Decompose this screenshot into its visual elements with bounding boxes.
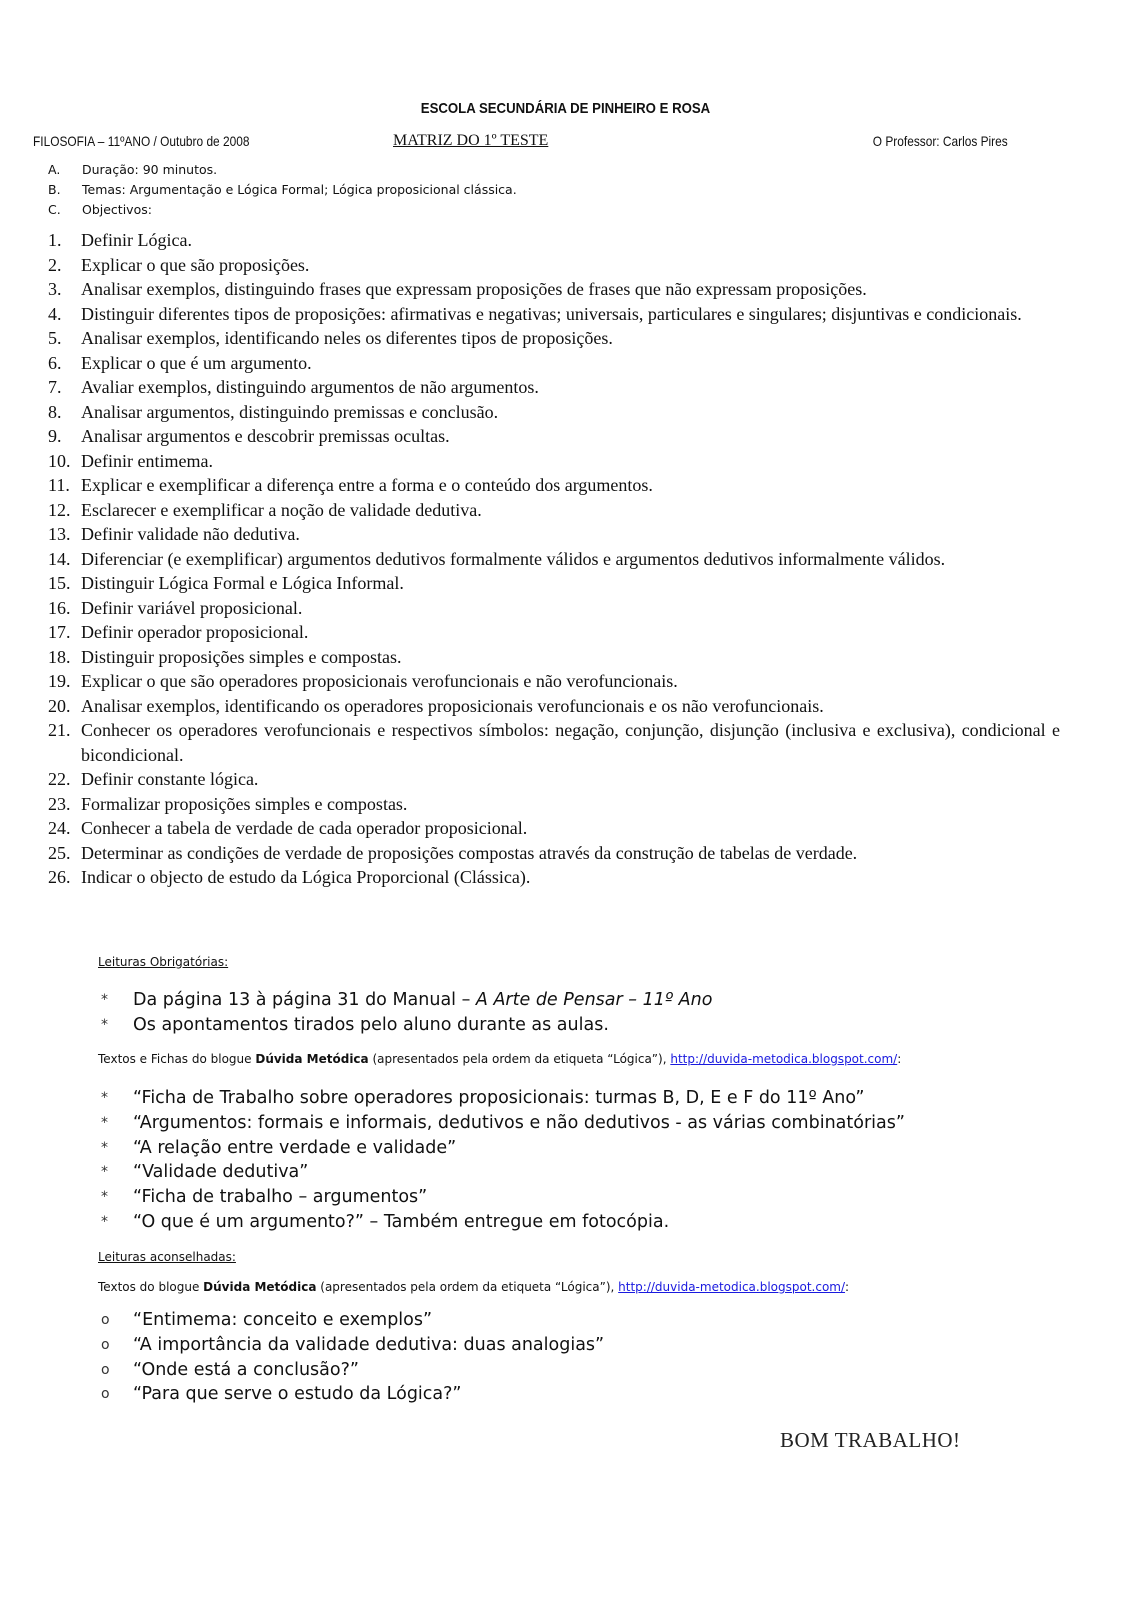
item-text: Conhecer os operadores verofuncionais e respectivos símbolos: negação, conjunção, disjunção (inclusiva e exclusiva), condicional e bicondicional. bbox=[81, 720, 1060, 765]
meta-text: Duração: 90 minutos. bbox=[82, 162, 218, 177]
blog-link[interactable]: http://duvida-metodica.blogspot.com/ bbox=[670, 1052, 898, 1066]
list-item bbox=[98, 1333, 604, 1358]
list-item bbox=[98, 1136, 905, 1161]
item-text: Definir operador proposicional. bbox=[81, 622, 309, 642]
item-text: Avaliar exemplos, distinguindo argumentos de não argumentos. bbox=[81, 377, 539, 397]
objectives-list bbox=[48, 228, 1060, 890]
item-text: “Validade dedutiva” bbox=[133, 1162, 309, 1183]
closing-message: BOM TRABALHO! bbox=[780, 1428, 961, 1452]
item-number: 9. bbox=[48, 426, 62, 446]
objective-item bbox=[48, 571, 1060, 596]
objective-item bbox=[48, 669, 1060, 694]
item-text: Analisar exemplos, identificando os operadores proposicionais verofuncionais e os não verofuncionais. bbox=[81, 695, 824, 716]
item-number: 22. bbox=[48, 769, 71, 789]
note-end: : bbox=[845, 1280, 850, 1294]
recommended-readings-list bbox=[98, 1308, 604, 1407]
item-text: Definir variável proposicional. bbox=[81, 597, 303, 618]
item-text: “Argumentos: formais e informais, dedutivos e não dedutivos - as várias combinatórias” bbox=[133, 1112, 905, 1133]
item-text: Formalizar proposições simples e compostas. bbox=[81, 793, 408, 814]
item-text: “Ficha de Trabalho sobre operadores proposicionais: turmas B, D, E e F do 11º Ano” bbox=[133, 1088, 865, 1108]
item-text: Distinguir proposições simples e compostas. bbox=[81, 646, 402, 667]
item-text: “Entimema: conceito e exemplos” bbox=[133, 1310, 433, 1330]
list-item bbox=[98, 1185, 905, 1210]
circle-bullet-icon: o bbox=[101, 1336, 110, 1353]
item-text: Analisar exemplos, identificando neles os diferentes tipos de proposições. bbox=[81, 328, 613, 348]
objective-item bbox=[48, 694, 1060, 719]
item-number: 2. bbox=[48, 254, 62, 275]
blog-name: Dúvida Metódica bbox=[203, 1280, 317, 1294]
item-text: Definir validade não dedutiva. bbox=[81, 524, 300, 544]
item-text: Definir entimema. bbox=[81, 450, 213, 471]
list-item bbox=[98, 1382, 604, 1407]
objective-item bbox=[48, 841, 1060, 866]
objective-item bbox=[48, 400, 1060, 425]
objective-item bbox=[48, 326, 1060, 351]
circle-bullet-icon: o bbox=[101, 1386, 110, 1403]
item-text: Analisar argumentos e descobrir premissas ocultas. bbox=[81, 426, 450, 446]
teacher-name: O Professor: Carlos Pires bbox=[873, 133, 1008, 149]
objective-item bbox=[48, 522, 1060, 547]
recommended-blog-note bbox=[98, 1280, 849, 1294]
asterisk-bullet-icon: * bbox=[101, 1213, 108, 1230]
item-text: “Para que serve o estudo da Lógica?” bbox=[133, 1384, 462, 1405]
item-text: “Onde está a conclusão?” bbox=[133, 1359, 359, 1380]
note-suffix: (apresentados pela ordem da etiqueta “Lógica”), bbox=[316, 1280, 619, 1294]
item-text: Esclarecer e exemplificar a noção de validade dedutiva. bbox=[81, 499, 482, 520]
asterisk-bullet-icon: * bbox=[101, 1164, 108, 1181]
item-number: 26. bbox=[48, 867, 71, 887]
item-number: 25. bbox=[48, 842, 71, 863]
asterisk-bullet-icon: * bbox=[101, 1139, 108, 1156]
objective-item bbox=[48, 228, 1060, 253]
item-text: Explicar o que são proposições. bbox=[81, 254, 310, 275]
asterisk-bullet-icon: * bbox=[101, 1114, 108, 1131]
item-text: “A importância da validade dedutiva: duas analogias” bbox=[133, 1334, 605, 1355]
objective-item bbox=[48, 645, 1060, 670]
item-number: 4. bbox=[48, 303, 62, 324]
item-text: Definir Lógica. bbox=[81, 230, 192, 250]
item-text: Analisar exemplos, distinguindo frases que expressam proposições de frases que não expressam proposições. bbox=[81, 279, 867, 299]
item-text: Definir constante lógica. bbox=[81, 769, 259, 789]
item-text: Determinar as condições de verdade de proposições compostas através da construção de tabelas de verdade. bbox=[81, 842, 858, 863]
mandatory-readings-title: Leituras Obrigatórias: bbox=[98, 955, 229, 969]
objective-item bbox=[48, 253, 1060, 278]
item-text: Os apontamentos tirados pelo aluno durante as aulas. bbox=[133, 1014, 609, 1035]
asterisk-bullet-icon: * bbox=[101, 992, 108, 1008]
item-text: Conhecer a tabela de verdade de cada operador proposicional. bbox=[81, 818, 528, 838]
item-number: 1. bbox=[48, 230, 62, 250]
meta-themes bbox=[48, 180, 517, 200]
item-number: 7. bbox=[48, 377, 62, 397]
objective-item bbox=[48, 816, 1060, 841]
item-text: Diferenciar (e exemplificar) argumentos dedutivos formalmente válidos e argumentos dedutivos informalmente válidos. bbox=[81, 548, 946, 569]
blog-readings-list bbox=[98, 1086, 905, 1235]
blog-note bbox=[98, 1052, 901, 1066]
objective-item bbox=[48, 865, 1060, 890]
item-number: 6. bbox=[48, 352, 62, 373]
circle-bullet-icon: o bbox=[101, 1361, 110, 1378]
item-number: 24. bbox=[48, 818, 71, 838]
objective-item bbox=[48, 351, 1060, 376]
objective-item bbox=[48, 449, 1060, 474]
objective-item bbox=[48, 596, 1060, 621]
item-text: “A relação entre verdade e validade” bbox=[133, 1137, 457, 1158]
meta-letter: A. bbox=[48, 162, 61, 177]
list-item bbox=[98, 1210, 905, 1235]
item-text: “O que é um argumento?” – Também entregue em fotocópia. bbox=[133, 1211, 670, 1232]
item-number: 10. bbox=[48, 450, 71, 471]
list-item bbox=[98, 1086, 905, 1111]
objective-item bbox=[48, 498, 1060, 523]
item-text: Explicar e exemplificar a diferença entre a forma e o conteúdo dos argumentos. bbox=[81, 475, 653, 495]
objective-item bbox=[48, 718, 1060, 767]
item-number: 23. bbox=[48, 793, 71, 814]
item-number: 15. bbox=[48, 573, 71, 593]
school-name: ESCOLA SECUNDÁRIA DE PINHEIRO E ROSA bbox=[420, 100, 711, 117]
list-item bbox=[98, 988, 712, 1013]
mandatory-readings-list bbox=[98, 988, 712, 1038]
item-number: 19. bbox=[48, 671, 71, 691]
item-number: 16. bbox=[48, 597, 71, 618]
meta-text: Objectivos: bbox=[82, 202, 152, 217]
meta-text: Temas: Argumentação e Lógica Formal; Lógica proposicional clássica. bbox=[82, 182, 517, 197]
meta-letter: C. bbox=[48, 202, 61, 217]
objective-item bbox=[48, 277, 1060, 302]
item-text: Explicar o que são operadores proposicionais verofuncionais e não verofuncionais. bbox=[81, 671, 678, 691]
item-number: 11. bbox=[48, 475, 70, 495]
book-title: A Arte de Pensar – 11º Ano bbox=[475, 990, 713, 1010]
item-text: Explicar o que é um argumento. bbox=[81, 352, 312, 373]
asterisk-bullet-icon: * bbox=[101, 1016, 108, 1033]
item-text: Distinguir diferentes tipos de proposições: afirmativas e negativas; universais, particulares e singulares; disjuntivas e condicionais. bbox=[81, 303, 1022, 324]
note-suffix: (apresentados pela ordem da etiqueta “Lógica”), bbox=[368, 1052, 671, 1066]
meta-objectives bbox=[48, 200, 517, 220]
objective-item bbox=[48, 424, 1060, 449]
item-text bbox=[133, 988, 712, 1013]
asterisk-bullet-icon: * bbox=[101, 1189, 108, 1206]
item-number: 18. bbox=[48, 646, 71, 667]
item-number: 13. bbox=[48, 524, 71, 544]
circle-bullet-icon: o bbox=[101, 1312, 110, 1328]
objective-item bbox=[48, 302, 1060, 327]
note-prefix: Textos do blogue bbox=[98, 1280, 204, 1294]
asterisk-bullet-icon: * bbox=[101, 1090, 108, 1106]
meta-letter: B. bbox=[48, 182, 61, 197]
item-text: Indicar o objecto de estudo da Lógica Proporcional (Clássica). bbox=[81, 867, 531, 887]
item-number: 5. bbox=[48, 328, 62, 348]
document-title: MATRIZ DO 1º TESTE bbox=[393, 132, 549, 149]
list-item bbox=[98, 1013, 712, 1038]
objective-item bbox=[48, 767, 1060, 792]
test-meta bbox=[48, 160, 517, 220]
blog-name: Dúvida Metódica bbox=[255, 1052, 369, 1066]
item-text-plain: Da página 13 à página 31 do Manual – bbox=[133, 990, 476, 1010]
list-item bbox=[98, 1358, 604, 1383]
recommended-readings-title: Leituras aconselhadas: bbox=[98, 1250, 236, 1264]
objective-item bbox=[48, 547, 1060, 572]
objective-item bbox=[48, 473, 1060, 498]
item-number: 21. bbox=[48, 720, 71, 740]
list-item bbox=[98, 1160, 905, 1185]
meta-duration bbox=[48, 160, 517, 180]
list-item bbox=[98, 1111, 905, 1136]
item-number: 14. bbox=[48, 548, 71, 569]
item-text: Distinguir Lógica Formal e Lógica Informal. bbox=[81, 573, 404, 593]
objective-item bbox=[48, 375, 1060, 400]
note-end: : bbox=[897, 1052, 902, 1066]
objective-item bbox=[48, 792, 1060, 817]
item-text: “Ficha de trabalho – argumentos” bbox=[133, 1187, 428, 1208]
item-number: 12. bbox=[48, 499, 71, 520]
objective-item bbox=[48, 620, 1060, 645]
item-text: Analisar argumentos, distinguindo premissas e conclusão. bbox=[81, 401, 499, 422]
item-number: 8. bbox=[48, 401, 62, 422]
course-info: FILOSOFIA – 11ºANO / Outubro de 2008 bbox=[33, 133, 250, 149]
item-number: 17. bbox=[48, 622, 71, 642]
list-item bbox=[98, 1308, 604, 1333]
item-number: 20. bbox=[48, 695, 71, 716]
blog-link[interactable]: http://duvida-metodica.blogspot.com/ bbox=[618, 1280, 846, 1294]
note-prefix: Textos e Fichas do blogue bbox=[98, 1052, 256, 1066]
item-number: 3. bbox=[48, 279, 62, 299]
